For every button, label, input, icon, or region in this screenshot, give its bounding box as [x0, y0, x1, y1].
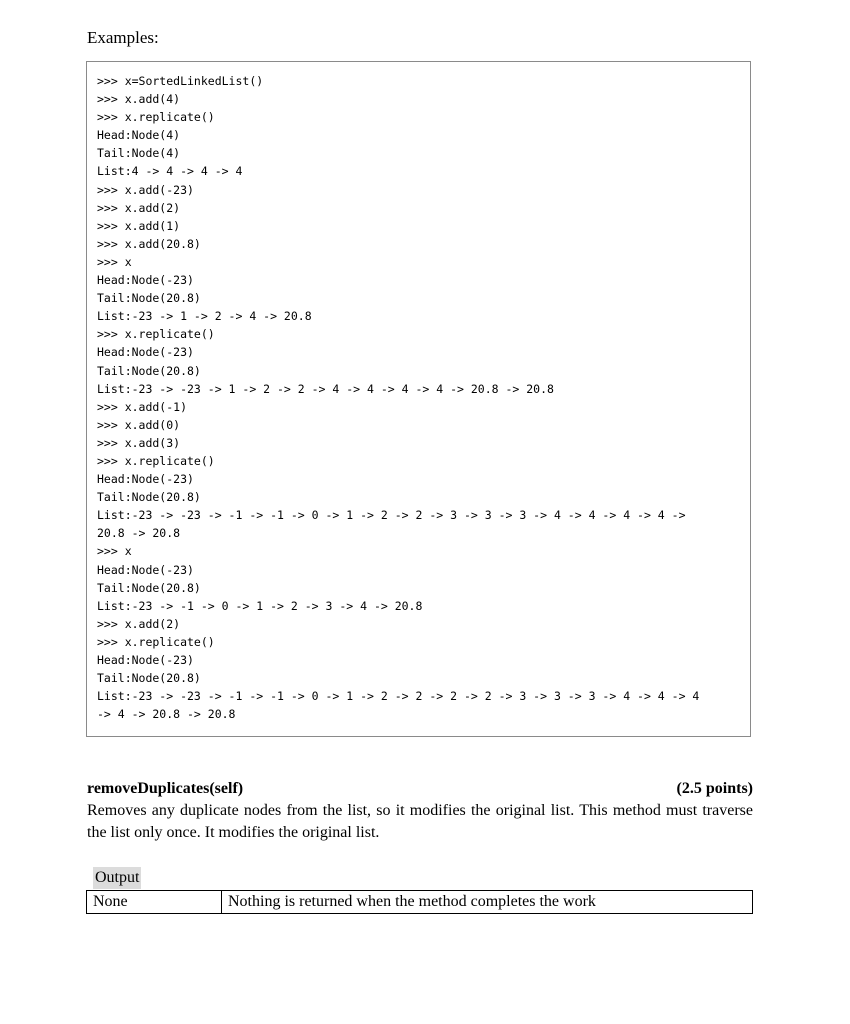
code-line: Head:Node(-23): [97, 345, 194, 360]
code-line: >>> x.add(-23): [97, 182, 194, 197]
code-line: 20.8 -> 20.8: [97, 526, 181, 541]
output-explanation: Nothing is returned when the method completes the work: [222, 891, 753, 914]
code-line: Head:Node(4): [97, 128, 181, 143]
code-line: >>> x.add(1): [97, 218, 181, 233]
code-line: Head:Node(-23): [97, 472, 194, 487]
output-label: Output: [93, 867, 141, 889]
code-line: >>> x.add(-1): [97, 399, 188, 414]
code-line: >>> x.add(4): [97, 92, 181, 107]
code-line: Head:Node(-23): [97, 562, 194, 577]
code-line: >>> x.replicate(): [97, 110, 215, 125]
output-table-row: [87, 891, 753, 914]
code-line: >>> x.add(2): [97, 616, 181, 631]
code-line: >>> x=SortedLinkedList(): [97, 74, 264, 88]
code-line: List:-23 -> -1 -> 0 -> 1 -> 2 -> 3 -> 4 -> 20.8: [97, 598, 423, 613]
code-line: List:-23 -> -23 -> -1 -> -1 -> 0 -> 1 -> 2 -> 2 -> 3 -> 3 -> 3 -> 4 -> 4 -> 4 -> 4 ->: [97, 508, 686, 523]
output-value: None: [87, 891, 222, 914]
output-table: [86, 890, 753, 914]
method-header: [87, 778, 753, 800]
code-line: >>> x.replicate(): [97, 634, 215, 649]
method-signature: removeDuplicates(self): [87, 780, 244, 797]
code-line: Head:Node(-23): [97, 653, 194, 667]
code-line: List:-23 -> -23 -> -1 -> -1 -> 0 -> 1 -> 2 -> 2 -> 2 -> 2 -> 3 -> 3 -> 3 -> 4 -> 4 -> 4: [97, 689, 700, 704]
code-line: >>> x: [97, 254, 132, 269]
code-example-box: [86, 61, 751, 737]
code-line: Head:Node(-23): [97, 273, 194, 288]
code-line: List:-23 -> 1 -> 2 -> 4 -> 20.8: [97, 309, 312, 324]
code-line: Tail:Node(4): [97, 146, 181, 161]
examples-heading: Examples:: [87, 28, 159, 47]
code-line: Tail:Node(20.8): [97, 490, 201, 505]
code-line: Tail:Node(20.8): [97, 291, 201, 306]
method-points: (2.5 points): [676, 780, 753, 797]
code-line: Tail:Node(20.8): [97, 671, 201, 686]
code-line: Tail:Node(20.8): [97, 363, 201, 378]
code-line: >>> x: [97, 544, 132, 559]
code-line: Tail:Node(20.8): [97, 580, 201, 595]
code-line: List:4 -> 4 -> 4 -> 4: [97, 164, 243, 179]
code-line: >>> x.add(2): [97, 200, 181, 215]
code-line: List:-23 -> -23 -> 1 -> 2 -> 2 -> 4 -> 4 -> 4 -> 4 -> 20.8 -> 20.8: [97, 381, 554, 396]
code-line: >>> x.add(0): [97, 417, 181, 432]
code-line: >>> x.replicate(): [97, 327, 215, 342]
code-line: >>> x.replicate(): [97, 453, 215, 468]
code-line: >>> x.add(3): [97, 435, 181, 450]
code-lines: [97, 72, 699, 723]
method-description: Removes any duplicate nodes from the list, so it modifies the original list. This method must traverse the list only once. It modifies the original list.: [87, 802, 753, 841]
code-line: >>> x.add(20.8): [97, 236, 201, 251]
code-line: -> 4 -> 20.8 -> 20.8: [97, 707, 236, 722]
